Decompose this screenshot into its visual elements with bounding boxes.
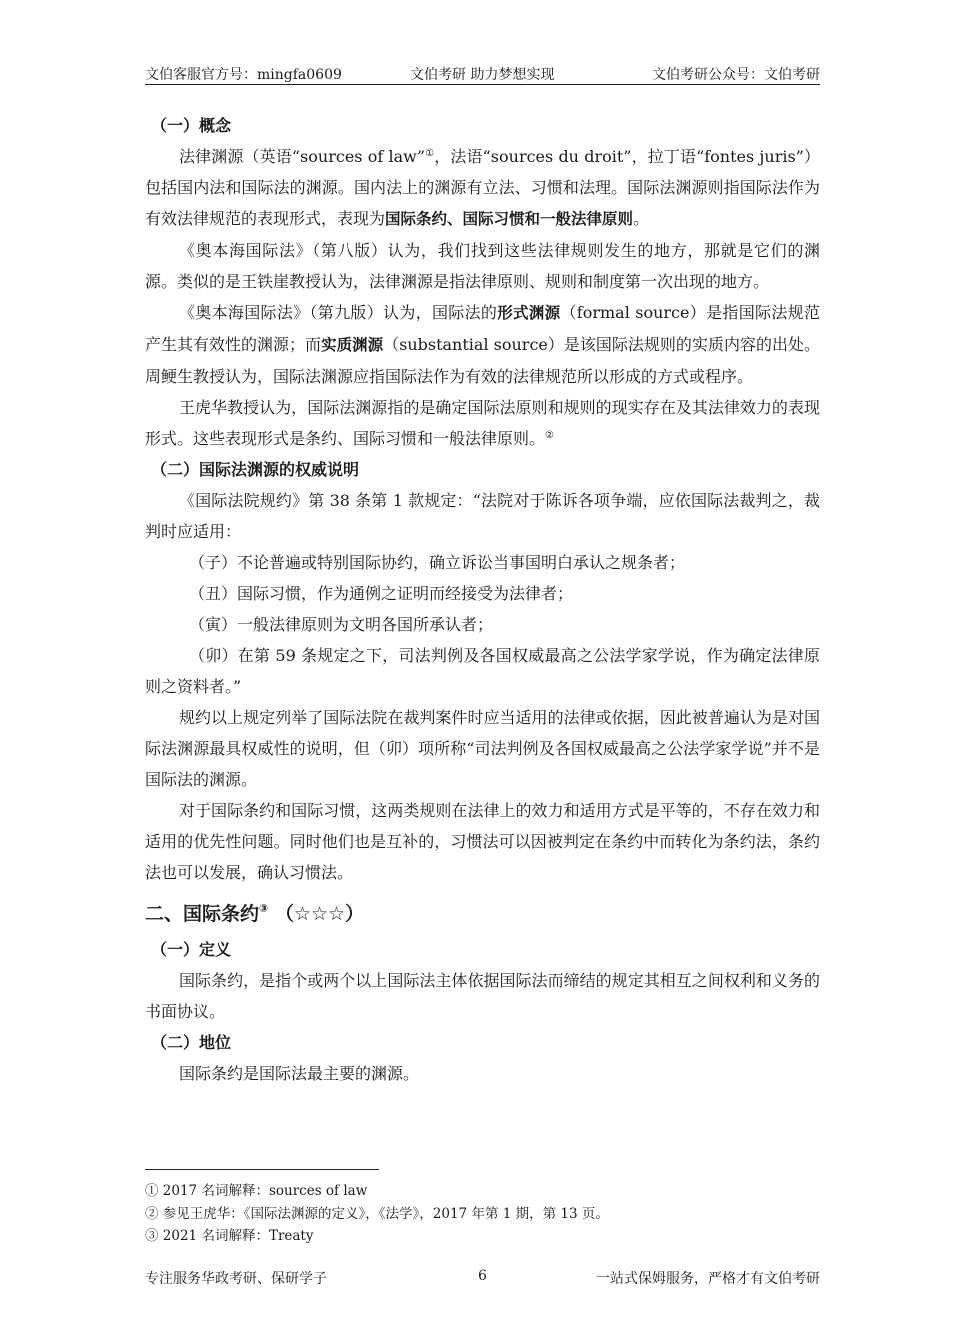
list-item-zi: （子）不论普遍或特别国际协约，确立诉讼当事国明白承认之规条者； [189, 553, 686, 572]
paragraph-concept-1: 法律渊源（英语“sources of law”①，法语“sources du droit”，拉丁语“fontes juris”）包括国内法和国际法的渊源。国内法上的渊源有立法、习惯和法理。国际法渊源则指国际法作为有效法律规范的表现形式，表现为国际条约、国际习惯和一般法律原则。 [145, 147, 820, 228]
paragraph-concept-4: 王虎华教授认为，国际法渊源指的是确定国际法原则和规则的现实存在及其法律效力的表现形式。这些表现形式是条约、国际习惯和一般法律原则。② [145, 398, 820, 448]
footnote-2: ② 参见王虎华：《国际法渊源的定义》，《法学》，2017 年第 1 期，第 13 页。 [145, 1205, 609, 1222]
subheading-authority: （二）国际法渊源的权威说明 [151, 460, 360, 479]
paragraph-status: 国际条约是国际法最主要的渊源。 [179, 1064, 420, 1083]
page-footer [145, 1268, 820, 1288]
list-item-mao: （卯）在第 59 条规定之下，司法判例及各国权威最高之公法学家学说，作为确定法律原则之资料者。” [145, 646, 820, 696]
subheading-concept: （一）概念 [151, 116, 232, 135]
header-right: 文伯考研公众号：文伯考研 [652, 67, 820, 83]
footnote-3: ③ 2021 名词解释：Treaty [145, 1228, 314, 1244]
paragraph-concept-3: 《奥本海国际法》（第九版）认为，国际法的形式渊源（formal source）是指国际法规范产生其有效性的渊源；而实质渊源（substantial source）是该国际法规则的实质内容的出处。周鲠生教授认为，国际法渊源应指国际法作为有效的法律规范所以形成的方式或程序。 [145, 303, 820, 386]
page-header [145, 62, 820, 85]
footnote-ref-3[interactable]: ③ [259, 902, 269, 915]
footnote-ref-1[interactable]: ① [425, 148, 435, 159]
footnote-ref-2[interactable]: ② [545, 430, 554, 441]
header-center: 文伯考研 助力梦想实现 [410, 67, 555, 83]
footer-right: 一站式保姆服务，严格才有文伯考研 [596, 1271, 820, 1287]
paragraph-authority-1: 《国际法院规约》第 38 条第 1 款规定：“法院对于陈诉各项争端，应依国际法裁判之，裁判时应适用： [145, 491, 820, 541]
footnote-divider [145, 1169, 379, 1170]
footer-left: 专注服务华政考研、保研学子 [145, 1271, 327, 1287]
star-rating: （☆☆☆） [274, 903, 365, 925]
section-heading-treaty: 二、国际条约③ （☆☆☆） [145, 902, 365, 925]
header-left: 文伯客服官方号：mingfa0609 [145, 67, 342, 83]
subheading-definition: （一）定义 [151, 940, 232, 959]
paragraph-concept-2: 《奥本海国际法》（第八版）认为，我们找到这些法律规则发生的地方，那就是它们的渊源。类似的是王铁崖教授认为，法律渊源是指法律原则、规则和制度第一次出现的地方。 [145, 241, 820, 291]
subheading-status: （二）地位 [151, 1033, 232, 1052]
paragraph-authority-2: 规约以上规定列举了国际法院在裁判案件时应当适用的法律或依据，因此被普遍认为是对国际法渊源最具权威性的说明，但（卯）项所称“司法判例及各国权威最高之公法学家学说”并不是国际法的渊源。 [145, 708, 820, 789]
list-item-yin: （寅）一般法律原则为文明各国所承认者； [189, 615, 494, 634]
paragraph-definition: 国际条约，是指个或两个以上国际法主体依据国际法而缔结的规定其相互之间权利和义务的书面协议。 [145, 971, 820, 1021]
paragraph-authority-3: 对于国际条约和国际习惯，这两类规则在法律上的效力和适用方式是平等的，不存在效力和适用的优先性问题。同时他们也是互补的，习惯法可以因被判定在条约中而转化为条约法，条约法也可以发展，确认习惯法。 [145, 801, 820, 882]
list-item-chou: （丑）国际习惯，作为通例之证明而经接受为法律者； [189, 584, 574, 603]
main-content [145, 110, 820, 1089]
footnote-1: ① 2017 名词解释：sources of law [145, 1183, 368, 1199]
page-number: 6 [478, 1268, 487, 1284]
footnotes [145, 1180, 820, 1248]
